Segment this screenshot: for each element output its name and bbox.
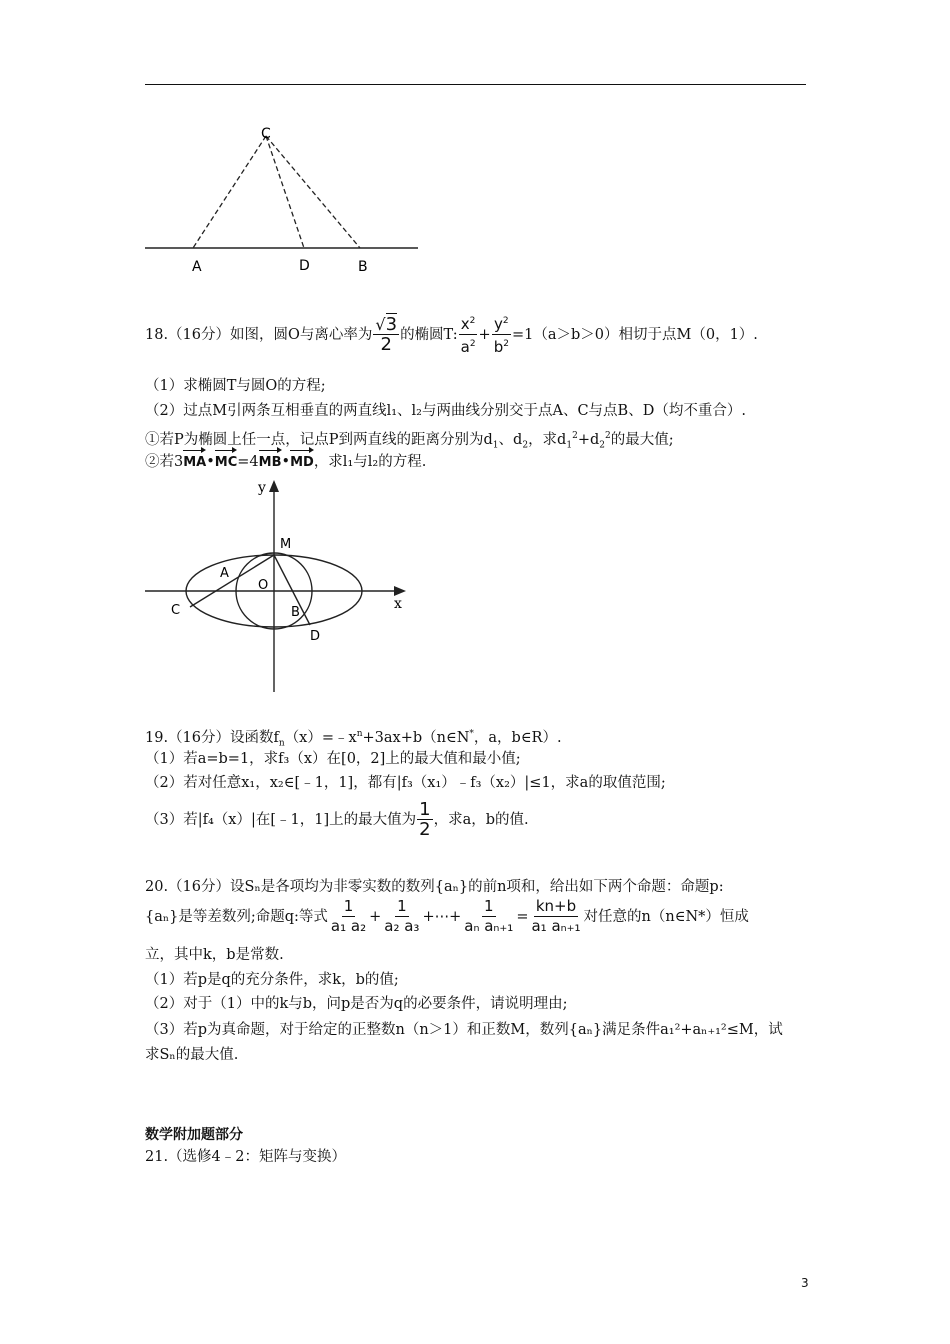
vector-mc: MC [215,449,237,473]
label-b: B [358,259,368,275]
label-b: B [291,605,300,620]
fraction-one-half: $\frac{1}{2}$ [419,799,431,840]
p20-line2: {aₙ}是等差数列;命题q:等式 $\frac{1}{\text{a₁ a₂}}$ + $\frac{1}{\text{a₂ a₃}}$ +⋯+ $\frac{1}{\text{aₙ aₙ₊₁}}$ = $\frac{kn+b}{\text{a₁ aₙ₊₁}}$ 对任意的n（n∈N*）恒成 [145,897,749,935]
p18-q2: （2）过点M引两条互相垂直的两直线l₁、l₂与两曲线分别交于点A、C与点B、D（均不重合）. [145,403,746,419]
section-heading: 数学附加题部分 [145,1127,243,1143]
fraction-rhs: $\frac{kn+b}{\text{a₁ aₙ₊₁}}$ [531,897,581,935]
label-m: M [280,537,292,552]
p18-q3: ①若P为椭圆上任一点，记点P到两直线的距离分别为$d_1$、$d_2$，求$d_1^2+d_2^2$的最大值; [145,431,674,451]
segment-ca [193,136,266,248]
vector-mb: MB [259,449,282,473]
label-d: D [310,629,321,644]
figure-triangle-acd [140,118,430,280]
p20-q1: （1）若p是q的充分条件，求k，b的值; [145,972,399,988]
vector-ma: MA [183,449,206,473]
y-axis-arrow [269,480,279,492]
label-d: D [299,258,310,274]
page-number: 3 [801,1276,809,1290]
label-o: O [258,578,269,593]
p20-q4: 求Sₙ的最大值. [145,1047,239,1063]
p20-q2: （2）对于（1）中的k与b，问p是否为q的必要条件，请说明理由; [145,996,568,1012]
label-c: C [171,603,181,618]
p20-q3: （3）若p为真命题，对于给定的正整数n（n＞1）和正数M，数列{aₙ}满足条件a₁²+aₙ₊₁²≤M，试 [145,1022,783,1038]
p19-line1: 19.（16分）设函数$f_n(x)=﹣x^n+3ax+b(n\in N^*$，a，b∈R）. [145,729,562,749]
p18-q1: （1）求椭圆T与圆O的方程; [145,378,326,394]
header-rule [145,84,806,85]
label-c: C [261,126,271,142]
segment-cb [266,136,360,248]
fraction-y2-over-b2: $\frac{y^2}{b^2}$ [492,312,511,357]
p19-q3: （3）若|f₄（x）|在[﹣1，1]上的最大值为 $\frac{1}{2}$ ，求a，b的值. [145,799,529,840]
p19-q2: （2）若对任意x₁，x₂∈[﹣1，1]，都有|f₃（x₁）﹣f₃（x₂）|≤1，求a的取值范围; [145,775,666,791]
label-a: A [220,566,229,581]
figure-ellipse-circle [140,476,430,694]
p20-line1: 20.（16分）设Sₙ是各项均为非零实数的数列{aₙ}的前n项和，给出如下两个命题：命题p: [145,879,724,895]
fraction-term-n: $\frac{1}{\text{aₙ aₙ₊₁}}$ [464,897,514,935]
p20-line3: 立，其中k，b是常数. [145,947,284,963]
p19-q1: （1）若a=b=1，求f₃（x）在[0，2]上的最大值和最小值; [145,751,521,767]
fraction-sqrt3-over-2: $\frac{√3}{2}$ [375,314,398,355]
label-x: x [394,596,402,612]
label-y: y [258,480,266,496]
segment-cd [266,136,304,248]
fraction-term-2: $\frac{1}{\text{a₂ a₃}}$ [384,897,420,935]
p18-q4: ②若3MA•MC=4MB•MD，求l₁与l₂的方程. [145,449,426,473]
p18-line1: 18.（16分）如图，圆O与离心率为 $\frac{√3}{2}$ 的椭圆T: $\frac{x^2}{a^2}$ + $\frac{y^2}{b^2}$ =1（a＞b＞0）相切于点M（0，1）. [145,314,758,356]
vector-md: MD [290,449,314,473]
p21-line1: 21.（选修4﹣2：矩阵与变换） [145,1149,347,1165]
fraction-term-1: $\frac{1}{\text{a₁ a₂}}$ [330,897,367,935]
sqrt-sign: √ [375,315,386,334]
label-a: A [192,259,202,275]
x-axis-arrow [394,586,406,596]
fraction-x2-over-a2: $\frac{x^2}{a^2}$ [459,312,478,357]
